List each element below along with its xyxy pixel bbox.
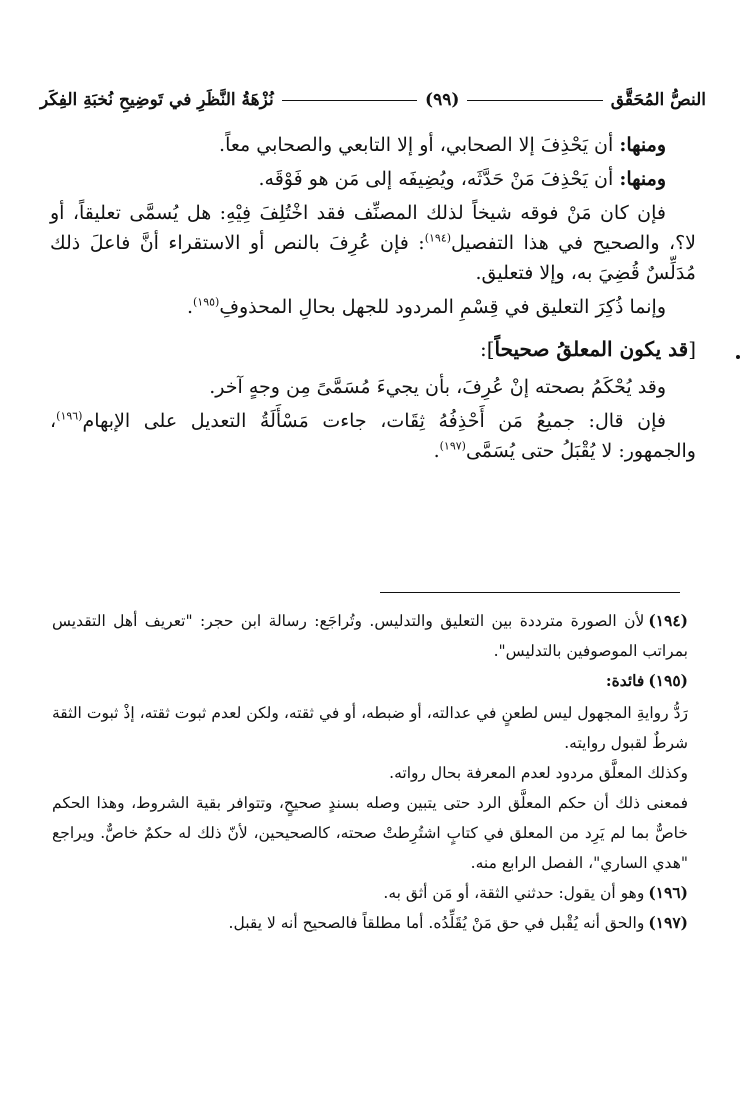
paragraph-6: [50, 406, 696, 466]
paragraph-3-text-a: فإن كان مَنْ فوقه شيخاً لذلك المصنِّف فقد اخْتُلِفَ فِيْهِ: هل يُسمَّى تعليقاً، أو لا؟، والصحيح في هذا التفصيل: [50, 202, 696, 254]
paragraph-1-lead: ومنها:: [619, 134, 666, 156]
section-heading: [50, 334, 696, 364]
footnote-ref-195[interactable]: (١٩٥): [192, 295, 220, 309]
footnote-195-line-3: فمعنى ذلك أن حكم المعلَّق الرد حتى يتبين وصله بسندٍ صحيحٍ، وتتوافر بقية الشروط، وهذا الحكم خاصٌّ بما لم يَرِد من المعلق في كتابٍ اشتُرِطتْ صحته، كالصحيحين، لأنّ ذلك له حكمٌ خاصٌّ. ويراجع "هدي الساري"، الفصل الرابع منه.: [52, 794, 688, 872]
footnote-197-text: والحق أنه يُقْبل في حق مَنْ يُقَلِّدُه. أما مطلقاً فالصحيح أنه لا يقبل.: [228, 914, 645, 932]
footnote-195: [52, 666, 688, 696]
heading-close-bracket: ]:: [479, 337, 495, 361]
paragraph-2-text: أن يَحْذِفَ مَنْ حَدَّثَه، ويُضِيفَه إلى مَن هو فَوْقَه.: [258, 168, 620, 190]
paragraph-4-text: وإنما ذُكِرَ التعليق في قِسْمِ المردود للجهل بحالِ المحذوفِ: [219, 296, 666, 318]
page-mark-dot: [736, 355, 740, 359]
paragraph-2-lead: ومنها:: [619, 168, 666, 190]
paragraph-4: [50, 292, 696, 322]
footnote-194-number: (١٩٤): [648, 611, 688, 630]
footnote-ref-196[interactable]: (١٩٦): [56, 409, 83, 423]
paragraph-6-text-b: ، والجمهور: لا يُقْبَلُ حتى يُسَمَّى: [50, 410, 696, 462]
paragraph-1: [50, 130, 696, 160]
paragraph-6-text-a: فإن قال: جميعُ مَن أَحْذِفُهُ ثِقَات، جاءت مَسْأَلَةُ التعديل على الإبهام: [82, 410, 666, 432]
heading-text: قد يكون المعلقُ صحيحاً: [494, 337, 689, 361]
header-rule-left: [282, 100, 417, 101]
paragraph-3-text-b: : فإن عُرِفَ بالنص أو الاستقراء أنَّ فاعلَ ذلك مُدَلِّسٌ قُضِيَ به، وإلا فتعليق.: [50, 232, 696, 284]
footnotes: [52, 606, 688, 938]
footnote-195-line-1: رَدُّ روايةِ المجهول ليس لطعنٍ في عدالته، أو ضبطه، أو في ثقته، ولكن لعدم ثبوت ثقته، إذْ ثبوت الثقة شرطٌ لقبول روايته.: [52, 704, 688, 752]
footnote-195-number: (١٩٥): [648, 671, 688, 690]
footnote-separator: [380, 592, 680, 593]
paragraph-2: [50, 164, 696, 194]
paragraph-3: [50, 198, 696, 288]
footnote-196: [52, 878, 688, 908]
paragraph-1-text: أن يَحْذِفَ إلا الصحابي، أو إلا التابعي والصحابي معاً.: [219, 134, 620, 156]
header-book-title: نُزْهَةُ النَّظَرِ في تَوضِيحِ نُخبَةِ الفِكَر: [40, 90, 274, 110]
paragraph-5-text: وقد يُحْكَمُ بصحته إنْ عُرِفَ، بأن يجيءَ مُسَمَّىً مِن وجهٍ آخر.: [209, 376, 666, 398]
footnote-195-line-2: وكذلك المعلَّق مردود لعدم المعرفة بحال رواته.: [389, 764, 688, 782]
main-text: [50, 130, 696, 470]
footnote-196-text: وهو أن يقول: حدثني الثقة، أو مَن أثق به.: [383, 884, 645, 902]
footnote-195-heading: فائدة:: [605, 671, 645, 690]
paragraph-4-end: .: [186, 296, 193, 318]
footnote-197-number: (١٩٧): [648, 913, 688, 932]
header-section-title: النصُّ المُحَقَّق: [610, 90, 706, 110]
header-rule-right: [467, 100, 602, 101]
heading-open-bracket: [: [688, 337, 696, 361]
page-number: (٩٩): [425, 90, 460, 110]
running-header: [40, 80, 706, 120]
footnote-197: [52, 908, 688, 938]
footnote-ref-194[interactable]: (١٩٤): [424, 231, 452, 245]
footnote-196-number: (١٩٦): [648, 883, 688, 902]
footnote-194: [52, 606, 688, 666]
footnote-ref-197[interactable]: (١٩٧): [439, 439, 466, 453]
paragraph-5: [50, 372, 696, 402]
footnote-194-text: لأن الصورة مترددة بين التعليق والتدليس. وتُراجَع: رسالة ابن حجر: "تعريف أهل التقديس بمراتب الموصوفين بالتدليس".: [52, 612, 688, 660]
paragraph-6-end: .: [433, 440, 440, 462]
